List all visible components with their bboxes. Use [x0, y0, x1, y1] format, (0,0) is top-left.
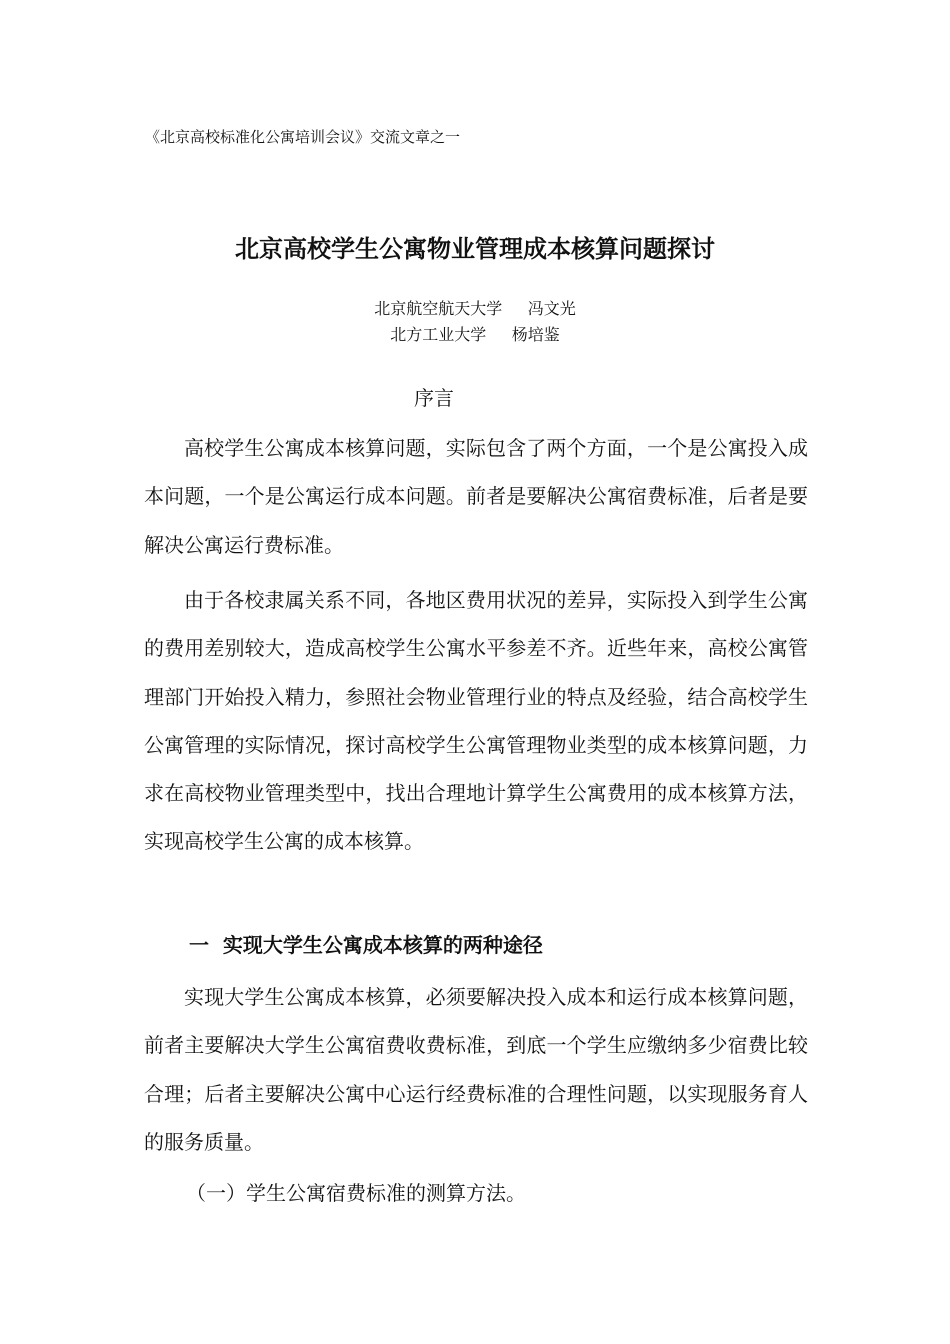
author-name: 杨培鉴 — [511, 325, 560, 344]
subsection-heading: （一）学生公寓宿费标准的测算方法。 — [186, 1181, 526, 1205]
body-paragraph: 高校学生公寓成本核算问题，实际包含了两个方面，一个是公寓投入成本问题，一个是公寓运行成本问题。前者是要解决公寓宿费标准，后者是要解决公寓运行费标准。 — [144, 436, 808, 557]
section-heading: 一 实现大学生公寓成本核算的两种途径 — [189, 933, 543, 957]
preface-heading: 序言 — [414, 386, 454, 410]
document-title: 北京高校学生公寓物业管理成本核算问题探讨 — [235, 235, 715, 263]
body-paragraph: 由于各校隶属关系不同，各地区费用状况的差异，实际投入到学生公寓的费用差别较大，造成高校学生公寓水平参差不齐。近些年来，高校公寓管理部门开始投入精力，参照社会物业管理行业的特点及经验，结合高校学生公寓管理的实际情况，探讨高校学生公寓管理物业类型的成本核算问题，力求在高校物业管理类型中，找出合理地计算学生公寓费用的成本核算方法，实现高校学生公寓的成本核算。 — [144, 588, 808, 854]
author-name: 冯文光 — [527, 299, 576, 318]
author-line-1 — [0, 298, 950, 320]
body-paragraph-block — [144, 576, 808, 866]
header-note: 《北京高校标准化公寓培训会议》交流文章之一 — [145, 128, 461, 146]
body-paragraph: 实现大学生公寓成本核算，必须要解决投入成本和运行成本核算问题，前者主要解决大学生公寓宿费收费标准，到底一个学生应缴纳多少宿费比较合理；后者主要解决公寓中心运行经费标准的合理性问题，以实现服务育人的服务质量。 — [144, 985, 808, 1154]
author-affiliation: 北京航空航天大学 — [374, 299, 503, 318]
author-line-2 — [0, 324, 950, 346]
body-paragraph-block — [144, 973, 808, 1166]
author-affiliation: 北方工业大学 — [390, 325, 487, 344]
body-paragraph-block — [144, 424, 808, 569]
